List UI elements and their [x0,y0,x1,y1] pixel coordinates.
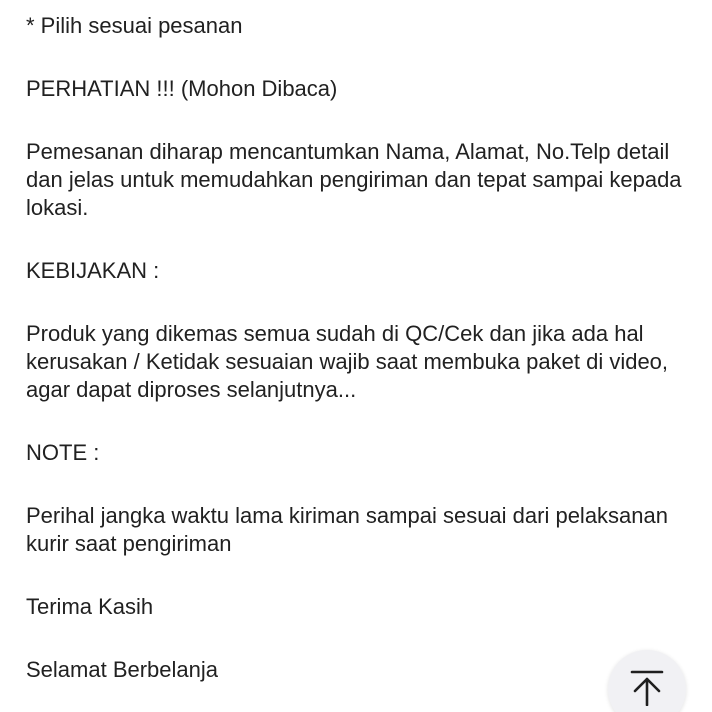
description-paragraph: Produk yang dikemas semua sudah di QC/Cek dan jika ada hal kerusakan / Ketidak sesuaian wajib saat membuka paket di video, agar dapat diproses selanjutnya... [26,321,669,402]
description-paragraph: Perihal jangka waktu lama kiriman sampai sesuai dari pelaksanan kurir saat pengiriman [26,503,668,556]
product-description [26,12,686,684]
description-paragraph: * Pilih sesuai pesanan [26,13,243,38]
description-paragraph: Pemesanan diharap mencantumkan Nama, Alamat, No.Telp detail dan jelas untuk memudahkan pengiriman dan tepat sampai kepada lokasi. [26,139,682,220]
description-paragraph: NOTE : [26,440,100,465]
description-paragraph: Terima Kasih [26,594,154,619]
description-paragraph: PERHATIAN !!! (Mohon Dibaca) [26,76,338,101]
description-paragraph: KEBIJAKAN : [26,258,160,283]
description-paragraph: Selamat Berbelanja [26,657,219,682]
arrow-up-to-top-icon [630,670,664,706]
